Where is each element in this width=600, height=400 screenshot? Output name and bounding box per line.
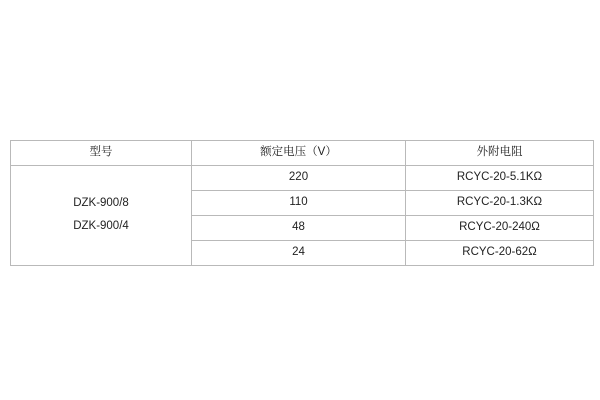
resistor-value: RCYC-20-62Ω <box>406 241 594 266</box>
voltage-value: 110 <box>192 191 406 216</box>
resistor-value: RCYC-20-240Ω <box>406 216 594 241</box>
column-header-resistor: 外附电阻 <box>406 141 594 166</box>
column-header-model: 型号 <box>11 141 192 166</box>
model-line: DZK-900/8 <box>73 197 129 210</box>
specification-table <box>10 140 594 266</box>
resistor-value: RCYC-20-5.1KΩ <box>406 166 594 191</box>
model-line: DZK-900/4 <box>73 220 129 232</box>
resistor-value: RCYC-20-1.3KΩ <box>406 191 594 216</box>
model-cell <box>11 166 192 266</box>
table-header-row <box>11 141 594 166</box>
voltage-value: 48 <box>192 216 406 241</box>
table-row <box>11 166 594 191</box>
column-header-voltage: 额定电压（V） <box>192 141 406 166</box>
voltage-value: 24 <box>192 241 406 266</box>
voltage-value: 220 <box>192 166 406 191</box>
